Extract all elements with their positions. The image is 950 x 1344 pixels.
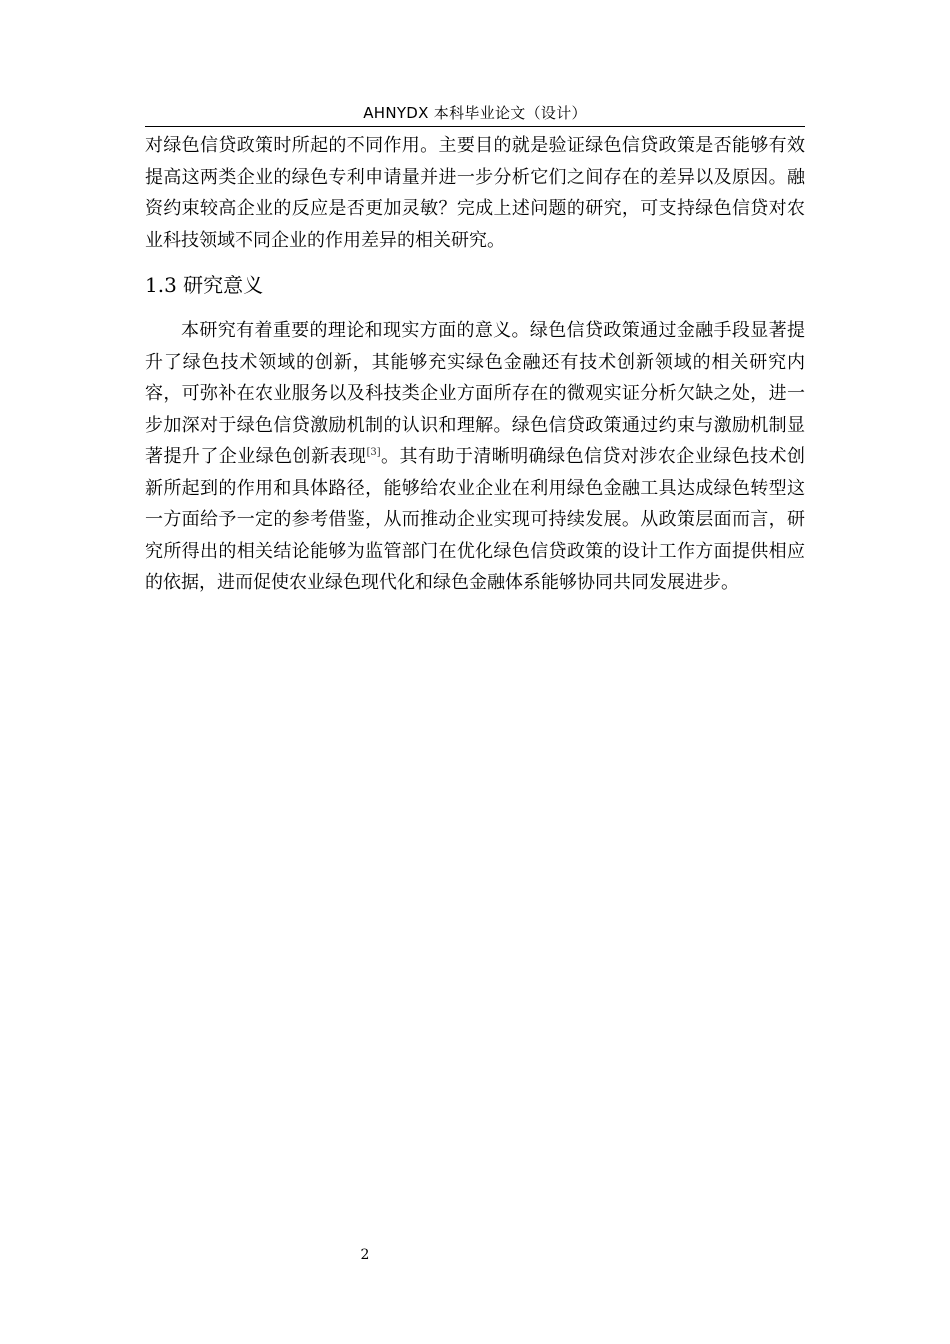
page-header: AHNYDX 本科毕业论文（设计）: [363, 104, 587, 122]
paragraph-2: [145, 315, 805, 599]
paragraph-1: 对绿色信贷政策时所起的不同作用。主要目的就是验证绿色信贷政策是否能够有效提高这两类企业的绿色专利申请量并进一步分析它们之间存在的差异以及原因。融资约束较高企业的反应是否更加灵敏？完成上述问题的研究，可支持绿色信贷对农业科技领域不同企业的作用差异的相关研究。: [145, 135, 805, 251]
section-number: 1.3: [145, 273, 177, 297]
section-heading: [145, 269, 805, 301]
header-rule: [145, 126, 805, 127]
paragraph-2-text-after-citation: 。其有助于清晰明确绿色信贷对涉农企业绿色技术创新所起到的作用和具体路径，能够给农业企业在利用绿色金融工具达成绿色转型这一方面给予一定的参考借鉴，从而推动企业实现可持续发展。从政策层面而言，研究所得出的相关结论能够为监管部门在优化绿色信贷政策的设计工作方面提供相应的依据，进而促使农业绿色现代化和绿色金融体系能够协同共同发展进步。: [145, 446, 806, 593]
page-number: 2: [360, 1247, 370, 1263]
section-title: 研究意义: [183, 273, 264, 297]
citation-reference: [3]: [366, 447, 381, 458]
paragraph-2-text-before-citation: 本研究有着重要的理论和现实方面的意义。绿色信贷政策通过金融手段显著提升了绿色技术领域的创新，其能够充实绿色金融还有技术创新领域的相关研究内容，可弥补在农业服务以及科技类企业方面所存在的微观实证分析欠缺之处，进一步加深对于绿色信贷激励机制的认识和理解。绿色信贷政策通过约束与激励机制显著提升了企业绿色创新表现: [145, 320, 805, 467]
